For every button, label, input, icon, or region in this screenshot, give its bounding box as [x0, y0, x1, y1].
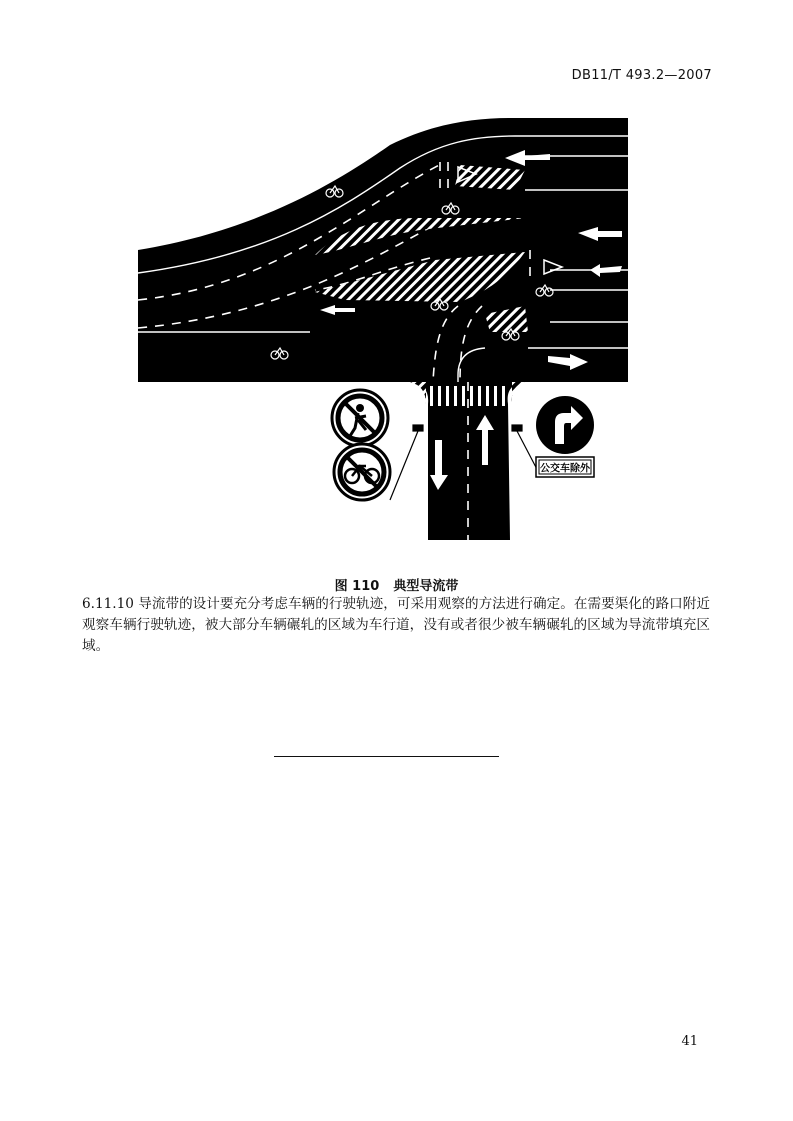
figure-caption — [0, 575, 793, 594]
page-number: 41 — [681, 1034, 698, 1049]
paragraph-text: 6.11.10 导流带的设计要充分考虑车辆的行驶轨迹，可采用观察的方法进行确定。在需要渠化的路口附近观察车辆行驶轨迹，被大部分车辆碾轧的区域为车行道，没有或者很少被车辆碾轧的区域为导流带填充区域。 — [82, 596, 710, 654]
pedestrian-prohibited-sign-icon — [332, 390, 388, 446]
bicycle-prohibited-sign-icon — [334, 444, 390, 500]
section-end-rule — [274, 756, 499, 757]
exemption-plate — [536, 457, 594, 477]
intersection-diagram — [130, 110, 640, 550]
exemption-plate-text: 公交车除外 — [540, 463, 590, 475]
right-turn-sign-icon — [536, 396, 594, 454]
caption-number: 图 110 — [334, 579, 380, 594]
caption-title: 典型导流带 — [393, 579, 459, 594]
standard-code: DB11/T 493.2—2007 — [571, 68, 712, 83]
